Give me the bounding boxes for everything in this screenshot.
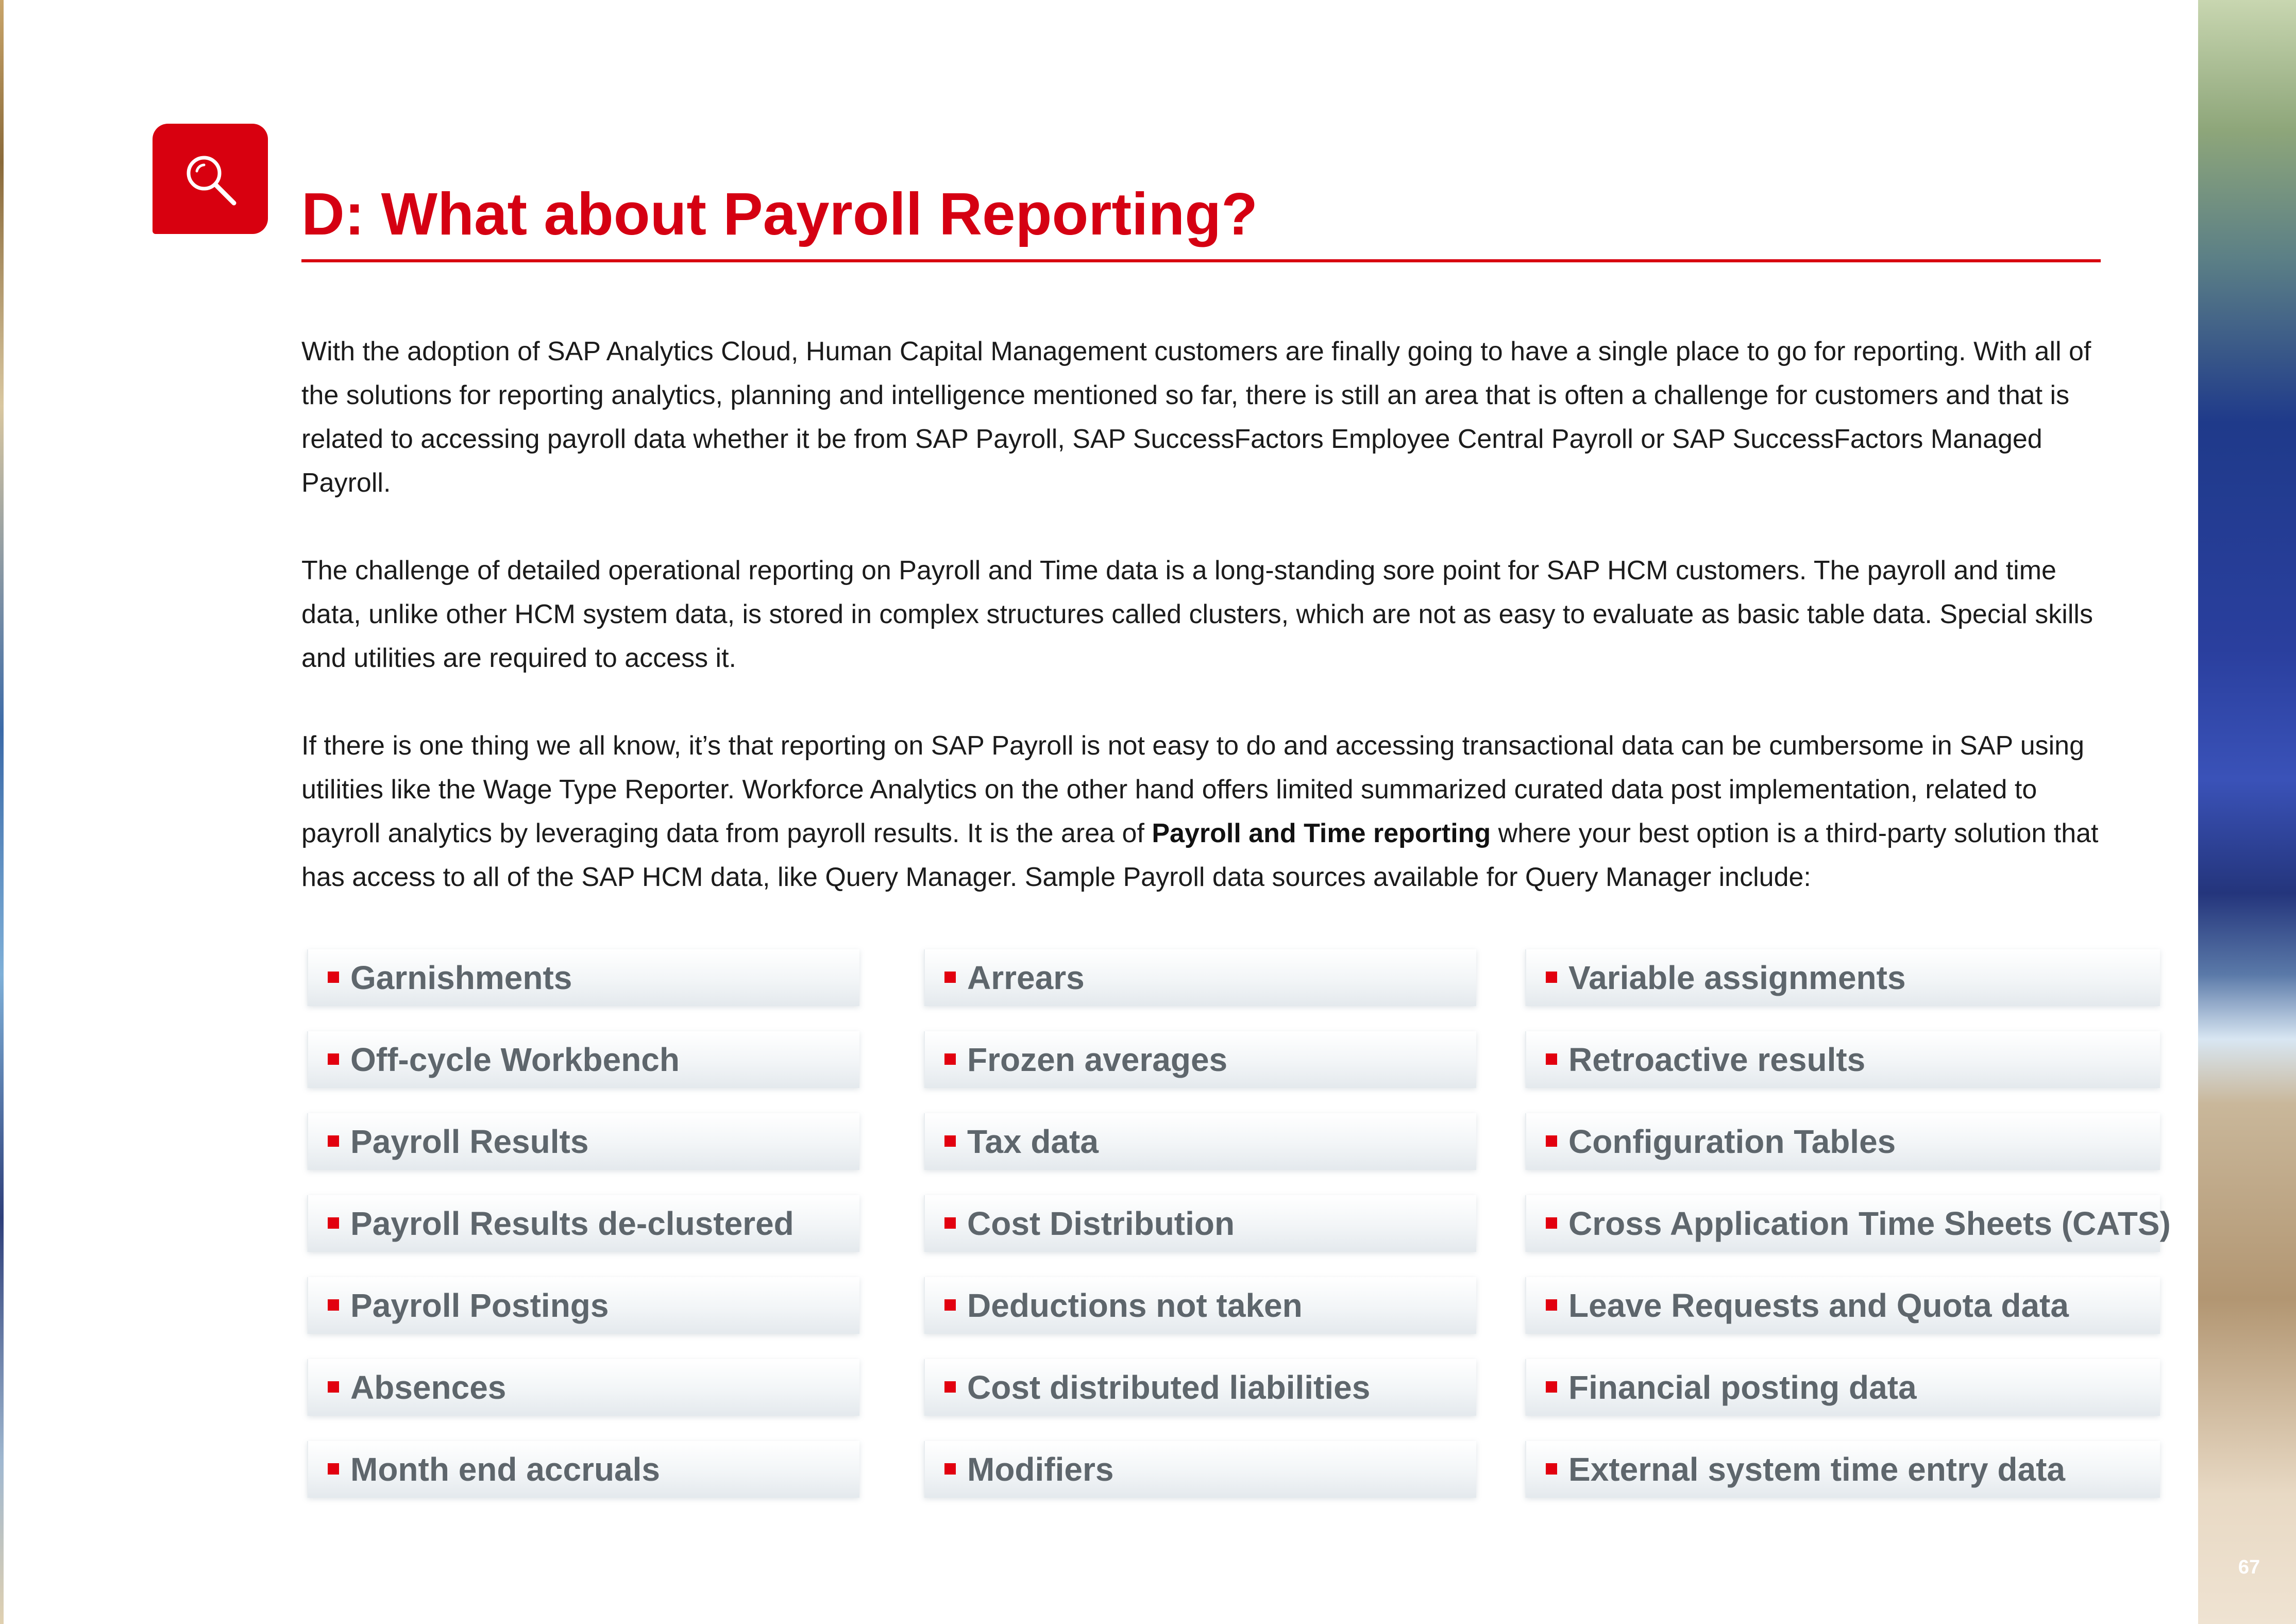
bullet-icon bbox=[1546, 1463, 1557, 1475]
data-source-item bbox=[1525, 1441, 2160, 1498]
data-source-item bbox=[1525, 1359, 2160, 1416]
data-source-item bbox=[1525, 1195, 2171, 1252]
paragraph-emphasis: Payroll and Time reporting bbox=[1152, 818, 1491, 848]
paragraph-text-end: where your best option is a third-party solution that has access to all of the SAP HCM data, like Query Manager. Sample Payroll data sources available for Query Manager include: bbox=[301, 818, 2099, 892]
paragraph-text-start: If there is one thing we all know, it’s that reporting on SAP Payroll is not easy to do and accessing transactional data can be cumbersome in SAP using utilities like the Wage Type Reporter. Workforce Analytics on the other hand offers limited summarized curated data post implementation, related to payroll analytics by leveraging data from payroll results. It is the area of bbox=[301, 731, 2085, 848]
section-icon-badge bbox=[153, 124, 268, 234]
bullet-icon bbox=[944, 1217, 956, 1229]
data-source-item bbox=[924, 1441, 1476, 1498]
data-source-label: Payroll Postings bbox=[350, 1287, 609, 1324]
bullet-icon bbox=[328, 972, 339, 983]
data-source-item bbox=[307, 949, 859, 1006]
bullet-icon bbox=[328, 1381, 339, 1393]
bullet-icon bbox=[944, 972, 956, 983]
data-source-label: Cost Distribution bbox=[967, 1205, 1235, 1242]
data-source-item bbox=[307, 1113, 859, 1170]
bullet-icon bbox=[944, 1299, 956, 1311]
data-source-label: Cost distributed liabilities bbox=[967, 1369, 1371, 1406]
paragraph-intro bbox=[301, 330, 2100, 505]
bullet-icon bbox=[944, 1463, 956, 1475]
data-source-item bbox=[924, 1359, 1476, 1416]
bullet-icon bbox=[944, 1381, 956, 1393]
page-number: 67 bbox=[2238, 1556, 2260, 1578]
bullet-icon bbox=[944, 1135, 956, 1147]
bullet-icon bbox=[328, 1217, 339, 1229]
bullet-icon bbox=[328, 1299, 339, 1311]
data-source-item bbox=[307, 1277, 859, 1334]
side-photo bbox=[2198, 0, 2296, 1624]
bullet-icon bbox=[1546, 1381, 1557, 1393]
bullet-icon bbox=[1546, 972, 1557, 983]
data-source-label: Retroactive results bbox=[1568, 1041, 1866, 1078]
data-source-item bbox=[307, 1195, 859, 1252]
data-source-label: Deductions not taken bbox=[967, 1287, 1303, 1324]
bullet-icon bbox=[1546, 1135, 1557, 1147]
data-source-label: Payroll Results de-clustered bbox=[350, 1205, 794, 1242]
data-source-label: Payroll Results bbox=[350, 1123, 589, 1160]
search-icon bbox=[178, 148, 242, 212]
data-source-item bbox=[924, 1031, 1476, 1088]
data-source-item bbox=[924, 1195, 1476, 1252]
data-source-item bbox=[924, 949, 1476, 1006]
bullet-icon bbox=[944, 1053, 956, 1065]
bullet-icon bbox=[328, 1463, 339, 1475]
data-source-label: Variable assignments bbox=[1568, 959, 1906, 996]
data-source-label: Financial posting data bbox=[1568, 1369, 1917, 1406]
data-source-item bbox=[1525, 1277, 2160, 1334]
data-source-label: Off-cycle Workbench bbox=[350, 1041, 680, 1078]
data-source-item bbox=[1525, 1031, 2160, 1088]
data-source-item bbox=[1525, 949, 2160, 1006]
data-source-label: Frozen averages bbox=[967, 1041, 1228, 1078]
bullet-icon bbox=[1546, 1217, 1557, 1229]
data-source-label: Month end accruals bbox=[350, 1451, 660, 1488]
data-source-label: Garnishments bbox=[350, 959, 572, 996]
paragraph-text bbox=[301, 724, 2100, 899]
data-source-item bbox=[307, 1031, 859, 1088]
data-source-label: Tax data bbox=[967, 1123, 1099, 1160]
page-title: D: What about Payroll Reporting? bbox=[301, 180, 1258, 247]
paragraph-solution bbox=[301, 724, 2100, 899]
data-source-item bbox=[924, 1277, 1476, 1334]
data-source-item bbox=[1525, 1113, 2160, 1170]
paragraph-text: With the adoption of SAP Analytics Cloud, Human Capital Management customers are finally going to have a single place to go for reporting. With all of the solutions for reporting analytics, planning and intelligence mentioned so far, there is still an area that is often a challenge for customers and that is related to accessing payroll data whether it be from SAP Payroll, SAP SuccessFactors Employee Central Payroll or SAP SuccessFactors Managed Payroll. bbox=[301, 337, 2091, 498]
data-source-item bbox=[924, 1113, 1476, 1170]
paragraph-challenge bbox=[301, 549, 2100, 680]
data-source-label: Absences bbox=[350, 1369, 507, 1406]
data-source-label: Modifiers bbox=[967, 1451, 1114, 1488]
left-edge-photo-strip bbox=[0, 0, 4, 1624]
data-source-label: Arrears bbox=[967, 959, 1085, 996]
title-divider bbox=[301, 259, 2101, 262]
bullet-icon bbox=[1546, 1299, 1557, 1311]
bullet-icon bbox=[328, 1053, 339, 1065]
paragraph-text: The challenge of detailed operational reporting on Payroll and Time data is a long-standing sore point for SAP HCM customers. The payroll and time data, unlike other HCM system data, is stored in complex structures called clusters, which are not as easy to evaluate as basic table data. Special skills and utilities are required to access it. bbox=[301, 556, 2093, 673]
bullet-icon bbox=[328, 1135, 339, 1147]
data-source-label: Configuration Tables bbox=[1568, 1123, 1896, 1160]
data-source-item bbox=[307, 1359, 859, 1416]
data-source-label: Cross Application Time Sheets (CATS) bbox=[1568, 1205, 2171, 1242]
data-source-item bbox=[307, 1441, 859, 1498]
data-source-label: Leave Requests and Quota data bbox=[1568, 1287, 2069, 1324]
data-source-label: External system time entry data bbox=[1568, 1451, 2065, 1488]
data-sources-grid bbox=[307, 949, 2171, 1506]
bullet-icon bbox=[1546, 1053, 1557, 1065]
